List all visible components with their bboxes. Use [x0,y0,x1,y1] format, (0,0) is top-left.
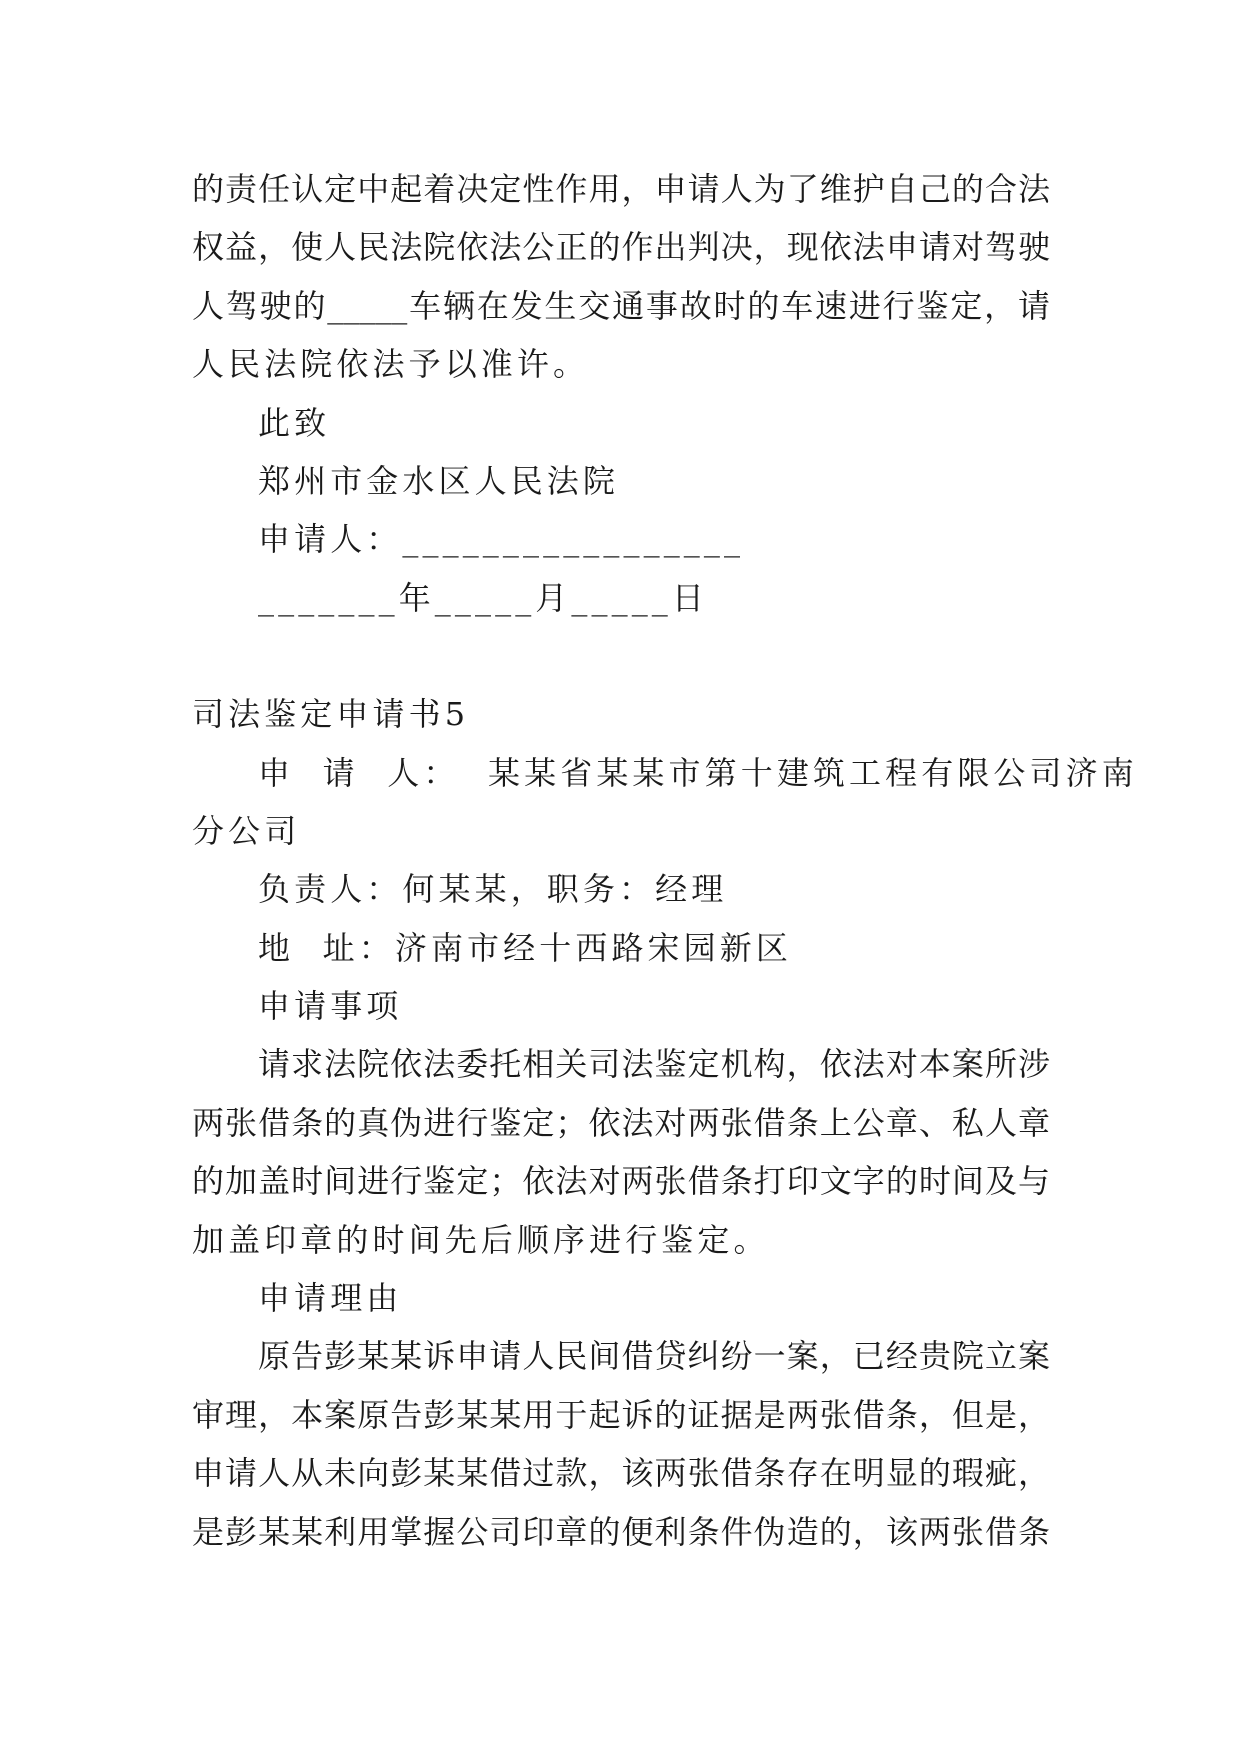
person-in-charge: 负责人：何某某，职务：经理 [258,870,728,909]
applicant-line: 申 请 人： 某某省某某市第十建筑工程有限公司济南 [258,753,1138,792]
recipient: 郑州市金水区人民法院 [258,461,620,500]
items-line: 请求法院依法委托相关司法鉴定机构，依法对本案所涉 [258,1045,1050,1084]
spacer [192,627,1050,685]
paragraph-line: 人驾驶的_____车辆在发生交通事故时的车速进行鉴定，请 [192,286,1050,325]
reasons-heading: 申请理由 [258,1279,403,1318]
reasons-line: 原告彭某某诉申请人民间借贷纠纷一案，已经贵院立案 [258,1337,1050,1376]
salutation: 此致 [258,403,331,442]
items-line: 加盖印章的时间先后顺序进行鉴定。 [192,1220,770,1259]
paragraph-line: 人民法院依法予以准许。 [192,345,590,384]
date-line: _______年_____月_____日 [258,578,708,617]
applicant-signature: 申请人：_________________ [258,520,745,559]
paragraph-line: 的责任认定中起着决定性作用，申请人为了维护自己的合法 [192,170,1050,208]
items-line: 的加盖时间进行鉴定；依法对两张借条打印文字的时间及与 [192,1162,1050,1201]
section-title: 司法鉴定申请书5 [192,695,470,734]
items-heading: 申请事项 [258,987,403,1026]
reasons-line: 是彭某某利用掌握公司印章的便利条件伪造的，该两张借条 [192,1512,1050,1551]
document-page [192,160,1138,1561]
reasons-line: 审理，本案原告彭某某用于起诉的证据是两张借条，但是， [192,1395,1050,1434]
reasons-line: 申请人从未向彭某某借过款，该两张借条存在明显的瑕疵， [192,1454,1050,1493]
items-line: 两张借条的真伪进行鉴定；依法对两张借条上公章、私人章 [192,1103,1050,1142]
applicant-line-continued: 分公司 [192,811,301,850]
paragraph-line: 权益，使人民法院依法公正的作出判决，现依法申请对驾驶 [192,228,1050,267]
address: 地 址：济南市经十西路宋园新区 [258,928,792,967]
